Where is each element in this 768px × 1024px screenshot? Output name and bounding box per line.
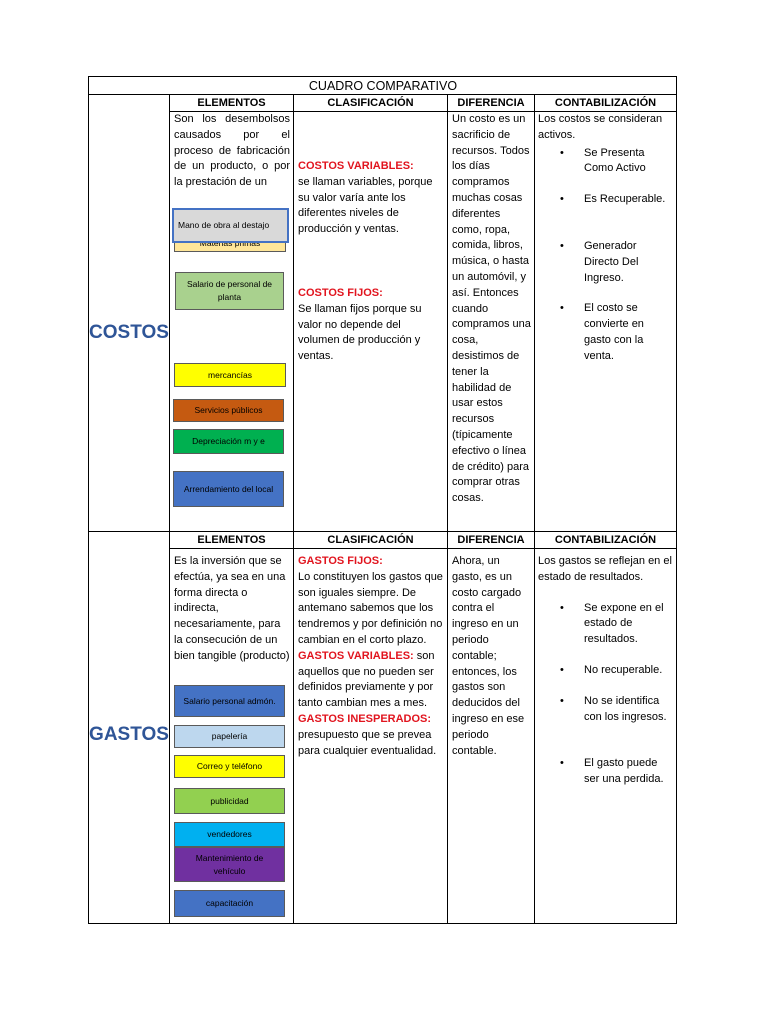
costos-box-depreciacion: Depreciación m y e xyxy=(173,429,284,454)
list-item: • No se identifica con los ingresos. xyxy=(538,694,673,726)
costos-fijos-heading: COSTOS FIJOS: xyxy=(298,287,383,299)
gastos-box-papeleria: papelería xyxy=(174,725,285,748)
costos-header-clasificacion: CLASIFICACIÓN xyxy=(327,97,414,109)
costos-contabilizacion-list xyxy=(538,146,673,365)
list-item: • El costo se convierte en gasto con la venta. xyxy=(538,301,673,364)
gastos-contabilizacion-intro: Los gastos se reflejan en el estado de resultados. xyxy=(538,555,672,583)
costos-variables-heading: COSTOS VARIABLES: xyxy=(298,160,414,172)
costos-diferencia-text: Un costo es un sacrificio de recursos. Todos los días compramos muchas cosas diferentes como, ropa, comida, libros, música, o hasta un automóvil, y así. Entonces cuando compramos una cosa, desistimos de tener la habilidad de usar estos recursos (típicamente efectivo o línea de crédito) para comprar otras cosas. xyxy=(452,113,531,505)
gastos-box-capacitacion: capacitación xyxy=(174,890,285,917)
col-divider-4 xyxy=(534,94,535,924)
gastos-fijos-heading: GASTOS FIJOS: xyxy=(298,555,383,567)
gastos-label: GASTOS xyxy=(89,724,169,745)
gastos-contabilizacion-list xyxy=(538,601,673,788)
list-item: • Se Presenta Como Activo xyxy=(538,146,673,178)
gastos-variables-heading: GASTOS VARIABLES: xyxy=(298,649,414,662)
col-divider-2 xyxy=(293,94,294,924)
costos-elementos-text: Son los desembolsos causados por el proceso de fabricación de un producto, o por la prestación de un xyxy=(174,113,290,189)
costos-box-mano-de-obra: Mano de obra al destajo xyxy=(172,208,289,243)
costos-header-contabilizacion: CONTABILIZACIÓN xyxy=(554,97,657,109)
costos-clasificacion-variables xyxy=(298,159,443,238)
costos-box-mercancias: mercancías xyxy=(174,363,286,387)
costos-variables-text: se llaman variables, porque su valor varía ante los diferentes niveles de producción y ventas. xyxy=(298,175,433,236)
col-divider-3 xyxy=(447,94,448,924)
table-border-right xyxy=(676,76,677,924)
list-item: • El gasto puede ser una perdida. xyxy=(538,756,673,788)
gastos-inesperados-heading: GASTOS INESPERADOS: xyxy=(298,712,432,725)
list-item: • Generador Directo Del Ingreso. xyxy=(538,239,673,286)
gastos-box-vendedores: vendedores xyxy=(174,822,285,847)
gastos-box-publicidad: publicidad xyxy=(174,788,285,814)
gastos-header-clasificacion: CLASIFICACIÓN xyxy=(327,534,414,546)
gastos-box-mantenimiento: Mantenimiento de vehículo xyxy=(174,847,285,882)
gastos-clasificacion xyxy=(298,554,443,759)
costos-box-servicios-publicos: Servicios públicos xyxy=(173,399,284,422)
gastos-inesperados-text: presupuesto que se prevea para cualquier eventualidad. xyxy=(298,728,437,757)
costos-header-diferencia: DIFERENCIA xyxy=(457,97,525,109)
list-item: • No recuperable. xyxy=(538,663,673,679)
list-item: • Es Recuperable. xyxy=(538,192,673,208)
costos-fijos-text: Se llaman fijos porque su valor no depende del volumen de producción y ventas. xyxy=(298,302,422,363)
table-title: CUADRO COMPARATIVO xyxy=(308,79,458,93)
gastos-header-elementos: ELEMENTOS xyxy=(197,534,266,546)
list-item: • Se expone en el estado de resultados. xyxy=(538,601,673,648)
gastos-header-diferencia: DIFERENCIA xyxy=(457,534,525,546)
gastos-box-salario-admon: Salario personal admón. xyxy=(174,685,285,717)
gastos-diferencia-text: Ahora, un gasto, es un costo cargado contra el ingreso en un periodo contable; entonces, los gastos son deducidos del ingreso en ese periodo contable. xyxy=(452,555,525,757)
section-divider xyxy=(88,531,677,532)
costos-box-salario-planta: Salario de personal de planta xyxy=(175,272,284,310)
costos-box-arrendamiento: Arrendamiento del local xyxy=(173,471,284,507)
costos-contabilizacion-intro: Los costos se consideran activos. xyxy=(538,113,663,141)
col-divider-1 xyxy=(169,94,170,924)
costos-contabilizacion xyxy=(538,112,673,365)
table-border-left xyxy=(88,76,89,924)
gastos-header-contabilizacion: CONTABILIZACIÓN xyxy=(554,534,657,546)
costos-clasificacion-fijos xyxy=(298,286,443,365)
costos-label: COSTOS xyxy=(89,322,169,343)
table-border-bottom xyxy=(88,923,677,924)
gastos-box-correo-telefono: Correo y teléfono xyxy=(174,755,285,778)
gastos-fijos-text: Lo constituyen los gastos que son iguales siempre. De antemano sabemos que los tendremos y por definición no cambian en el corto plazo. xyxy=(298,570,443,646)
gastos-contabilizacion xyxy=(538,554,673,788)
gastos-variables-text: son aquellos que no pueden ser definidos previamente y por tanto cambian mes a mes. xyxy=(298,649,435,710)
gastos-elementos-text: Es la inversión que se efectúa, ya sea en una forma directa o indirecta, necesariamente, para la consecución de un bien tangible (producto) xyxy=(174,555,290,662)
costos-header-elementos: ELEMENTOS xyxy=(197,97,266,109)
header-divider-gastos xyxy=(169,548,677,549)
